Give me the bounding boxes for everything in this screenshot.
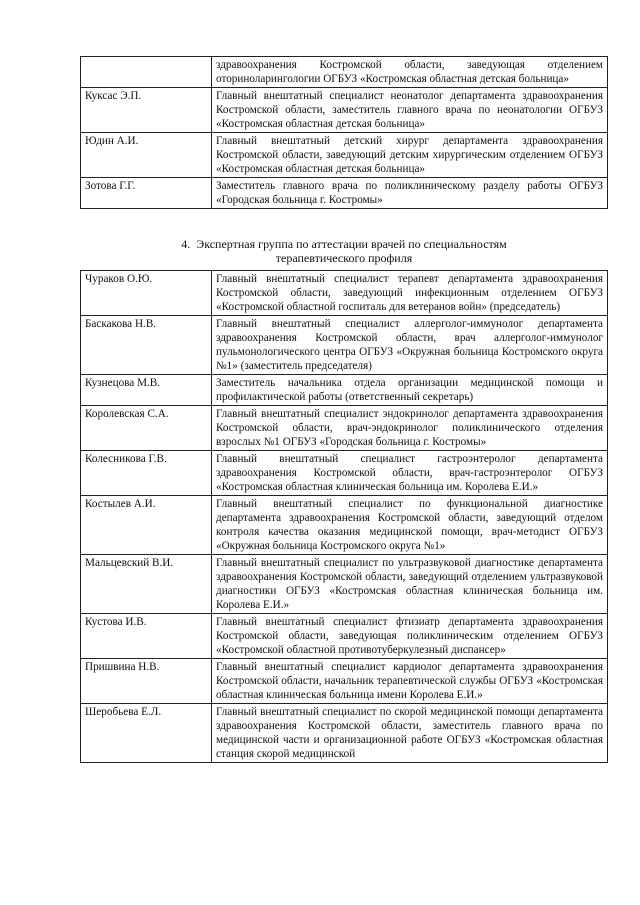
member-name: Юдин А.И.	[81, 133, 212, 178]
section-number: 4.	[181, 237, 191, 251]
table-row	[81, 406, 608, 451]
member-position: Главный внештатный специалист эндокринолог департамента здравоохранения Костромской области, врач-эндокринолог поликлинического отделения взрослых №1 ОГБУЗ «Городская больница г. Костромы»	[212, 406, 608, 451]
member-position: Главный внештатный детский хирург департамента здравоохранения Костромской области, заведующий детским хирургическим отделением ОГБУЗ «Костромская областная детская больница»	[212, 133, 608, 178]
member-position: Главный внештатный специалист терапевт департамента здравоохранения Костромской области, заведующий инфекционным отделением ОГБУЗ «Костромской областной госпиталь для ветеранов войн» (председатель)	[212, 271, 608, 316]
member-name: Куксас Э.П.	[81, 88, 212, 133]
member-position: Главный внештатный специалист по ультразвуковой диагностике департамента здравоохранения Костромской области, заведующий отделением ультразвуковой диагностики ОГБУЗ «Костромская областная клиническая больница им. Королева Е.И.»	[212, 555, 608, 614]
continued-members-table	[80, 56, 608, 209]
section-title: Экспертная группа по аттестации врачей по специальностям	[196, 237, 507, 251]
table-row	[81, 496, 608, 555]
table-row	[81, 133, 608, 178]
member-position: Заместитель главного врача по поликлиническому разделу работы ОГБУЗ «Городская больница г. Костромы»	[212, 178, 608, 209]
table-row	[81, 375, 608, 406]
member-position: здравоохранения Костромской области, заведующая отделением оториноларингологии ОГБУЗ «Костромская областная детская больница»	[212, 57, 608, 88]
table-row	[81, 88, 608, 133]
table-row	[81, 451, 608, 496]
member-name: Колесникова Г.В.	[81, 451, 212, 496]
member-name: Кустова И.В.	[81, 614, 212, 659]
continued-members-body	[81, 57, 608, 209]
member-position: Главный внештатный специалист неонатолог департамента здравоохранения Костромской области, заместитель главного врача по неонатологии ОГБУЗ «Костромская областная детская больница»	[212, 88, 608, 133]
section-heading-line-2: терапевтического профиля	[275, 251, 413, 265]
member-position: Главный внештатный специалист кардиолог департамента здравоохранения Костромской области, начальник терапевтической службы ОГБУЗ «Костромская областная клиническая больница имени Королева Е.И.»	[212, 659, 608, 704]
member-position: Главный внештатный специалист гастроэнтеролог департамента здравоохранения Костромской области, врач-гастроэнтеролог ОГБУЗ «Костромская областная клиническая больница им. Королева Е.И.»	[212, 451, 608, 496]
member-name: Зотова Г.Г.	[81, 178, 212, 209]
expert-group-body	[81, 271, 608, 763]
table-row	[81, 659, 608, 704]
table-row	[81, 614, 608, 659]
member-name: Пришвина Н.В.	[81, 659, 212, 704]
member-name	[81, 57, 212, 88]
section-heading	[80, 237, 608, 265]
member-name: Баскакова Н.В.	[81, 316, 212, 375]
member-name: Чураков О.Ю.	[81, 271, 212, 316]
table-row	[81, 316, 608, 375]
member-position: Главный внештатный специалист по функциональной диагностике департамента здравоохранения Костромской области, заведующий отделом контроля качества оказания медицинской помощи, врач-методист ОГБУЗ «Окружная больница Костромского округа №1»	[212, 496, 608, 555]
member-position: Главный внештатный специалист фтизиатр департамента здравоохранения Костромской области, заведующая поликлиническим отделением ОГБУЗ «Костромской областной противотуберкулезный диспансер»	[212, 614, 608, 659]
table-row	[81, 178, 608, 209]
expert-group-table	[80, 270, 608, 763]
member-position: Заместитель начальника отдела организации медицинской помощи и профилактической работы (ответственный секретарь)	[212, 375, 608, 406]
section-heading-line-1	[80, 237, 608, 251]
member-position: Главный внештатный специалист по скорой медицинской помощи департамента здравоохранения Костромской области, заместитель главного врача по медицинской части и организационной работе ОГБУЗ «Костромская областная станция скорой медицинской	[212, 704, 608, 763]
table-row	[81, 271, 608, 316]
member-position: Главный внештатный специалист аллерголог-иммунолог департамента здравоохранения Костромской области, врач аллерголог-иммунолог пульмонологического центра ОГБУЗ «Окружная больница Костромского округа №1» (заместитель председателя)	[212, 316, 608, 375]
table-row	[81, 704, 608, 763]
member-name: Костылев А.И.	[81, 496, 212, 555]
member-name: Мальцевский В.И.	[81, 555, 212, 614]
table-row	[81, 555, 608, 614]
member-name: Кузнецова М.В.	[81, 375, 212, 406]
member-name: Шеробьева Е.Л.	[81, 704, 212, 763]
table-row	[81, 57, 608, 88]
member-name: Королевская С.А.	[81, 406, 212, 451]
